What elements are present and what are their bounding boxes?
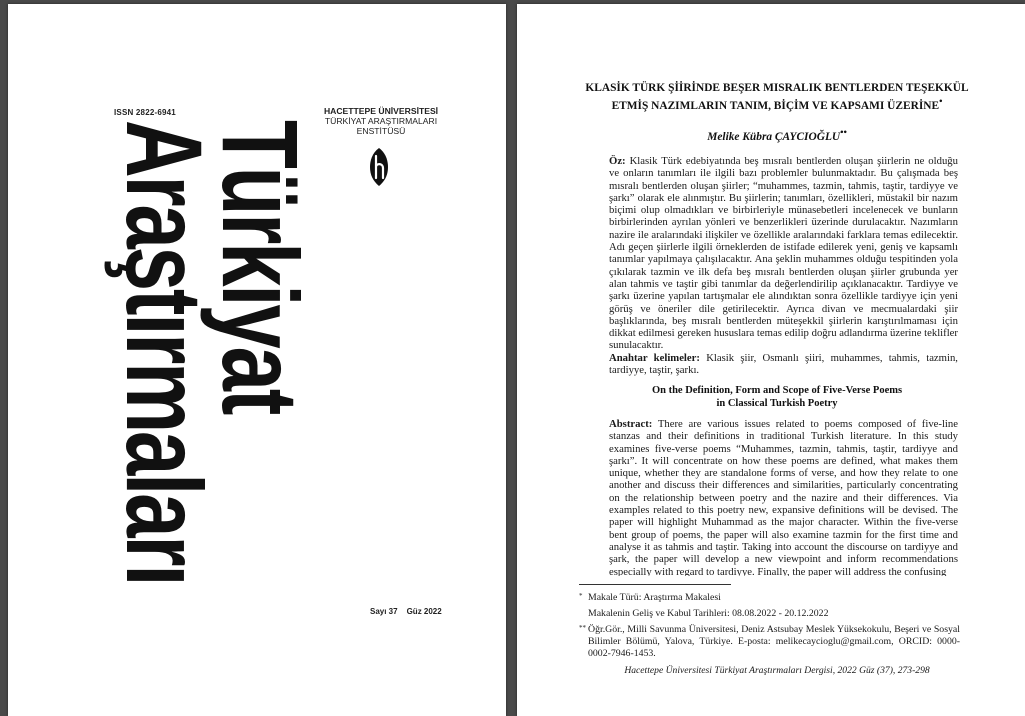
keywords-label: Anahtar kelimeler: <box>609 352 700 364</box>
author-name: Melike Kübra ÇAYCIOĞLU <box>707 130 841 143</box>
hacettepe-logo-icon <box>368 147 390 187</box>
issue-number: Sayı 37 <box>370 607 398 616</box>
footnote-2-mark: ** <box>579 624 586 632</box>
institution-line-2: TÜRKİYAT ARAŞTIRMALARI <box>324 116 438 126</box>
keywords <box>609 352 958 377</box>
turkish-abstract <box>609 155 958 352</box>
issue-info <box>370 607 442 616</box>
institution-line-1: HACETTEPE ÜNİVERSİTESİ <box>323 106 439 116</box>
footnote-1-line-2: Makalenin Geliş ve Kabul Tarihleri: 08.08.2022 - 20.12.2022 <box>588 608 829 619</box>
english-title-line-1: On the Definition, Form and Scope of Five-Verse Poems <box>651 385 903 396</box>
english-abstract <box>609 418 958 576</box>
footnote-1 <box>579 592 960 604</box>
footnote-2 <box>579 624 960 660</box>
abstract-text: There are various issues related to poems composed of five-line stanzas and their definitions in traditional Turkish literature. In this study examines five-verse poems “Muhammes, tazmin, tahmis, taştir, tardiyye and şarkı”. It will concentrate on how these poems are defined, what makes them unique, whether they are standalone forms of verse, and how they relate to one another and discuss their differences and similarities, particularly concentrating on the relationship between poetry and the nazire and their differences. Via examples related to this poetry new, expansive definitions will be devised. The paper will highlight Muhammad as the major character. Within the five-verse bent group of poems, the paper will also examine tazmin for the first time and analyse it as tahmis and taştir. Taking into account the discourse on tardiyye and şark, the paper will develop a new viewpoint and inform recommendations especially with regard to tardiyye. Finally, the paper will address the confusing <box>609 418 958 576</box>
journal-title-line-1: Türkiyat <box>200 120 321 414</box>
author-footnote-mark: •• <box>840 128 847 138</box>
article-title <box>577 82 977 113</box>
footnote-1-line-1: Makale Türü: Araştırma Makalesi <box>588 592 721 603</box>
cover-page <box>8 4 506 716</box>
institution-line-3: ENSTİTÜSÜ <box>356 126 406 136</box>
footnote-2-text: Öğr.Gör., Milli Savunma Üniversitesi, Deniz Astsubay Meslek Yüksekokulu, Beşeri ve Sosyal Bilimler Bölümü, Yalova, Türkiye. E-posta: melikecaycioglu@gmail.com, ORCID: 0000-0002-7946-1453. <box>588 624 960 659</box>
abstract-label: Abstract: <box>609 418 653 430</box>
title-footnote-mark: • <box>939 96 943 107</box>
keywords-text: Klasik şiir, Osmanlı şiiri, muhammes, tahmis, tazmin, tardiyye, taştir, şarkı. <box>609 352 958 377</box>
journal-footer: Hacettepe Üniversitesi Türkiyat Araştırmaları Dergisi, 2022 Güz (37), 273-298 <box>624 665 930 676</box>
oz-label: Öz: <box>609 155 626 167</box>
footnote-1-dates <box>579 608 960 620</box>
institution-name <box>296 106 466 136</box>
english-title-line-2: in Classical Turkish Poetry <box>716 398 838 409</box>
article-title-text: KLASİK TÜRK ŞİİRİNDE BEŞER MISRALIK BENTLERDEN TEŞEKKÜL ETMİŞ NAZIMLARIN TANIM, BİÇİM VE KAPSAMI ÜZERİNE <box>585 82 969 112</box>
journal-title-line-2: Araştırmaları <box>104 120 225 585</box>
article-author <box>577 128 977 143</box>
issn-label: ISSN 2822-6941 <box>114 108 176 117</box>
english-title <box>577 384 977 410</box>
oz-text: Klasik Türk edebiyatında beş mısralı bentlerden oluşan şiirlerin ne olduğu ve onların tanımları ile ilgili bazı problemler bulunmaktadır. Bu çalışmada beş mısralı bentlerden oluşan şiirler; “muhammes, tazmin, tahmis, taştir, tardiyye ve şarkı” olarak ele alınmıştır. Bu şiirlerin; tanımları, özellikleri, müstakil bir nazım biçimi olup olmadıkları ve birbirleriyle münasebetleri incelenecek ve bunların birbirlerinden ayrılan yönleri ve benzerlikleri üzerinde durulacaktır. Nazımların nazire ile aralarındaki ilişkiler ve özellikle aralarındaki farklara temas edilecektir. Adı geçen şiirlerle ilgili örneklerden de istifade edilerek yeni, geniş ve kapsamlı tanımlar yapılmaya çalışılacaktır. Ana şeklin muhammes olduğu tespitinden yola çıkılarak tazmin ve ilk defa beş mısralı bentlerden oluşan şiirler grubunda yer alan tahmis ve taştir gibi tanımlar da değerlendirilip açıklanacaktır. Tardiyye ve şarkı üzerine yapılan tartışmalar ele alındıktan sonra özellikle tardiyye için yeni görüş ve öneriler dile getirilecektir. Ayrıca divan ve mecmualardaki şiir başlıklarında, beş mısralı bentlerden müteşekkil şiirlerin karıştırılmaması için dikkat edilmesi gereken hususlara temas edilip doğru adlandırma üzerine teklifler sunulacaktır. <box>609 155 958 352</box>
footnote-divider <box>579 584 731 585</box>
footnote-1-mark: * <box>579 592 583 600</box>
issue-season: Güz 2022 <box>406 607 442 616</box>
journal-title <box>104 120 321 585</box>
article-page <box>517 4 1025 716</box>
